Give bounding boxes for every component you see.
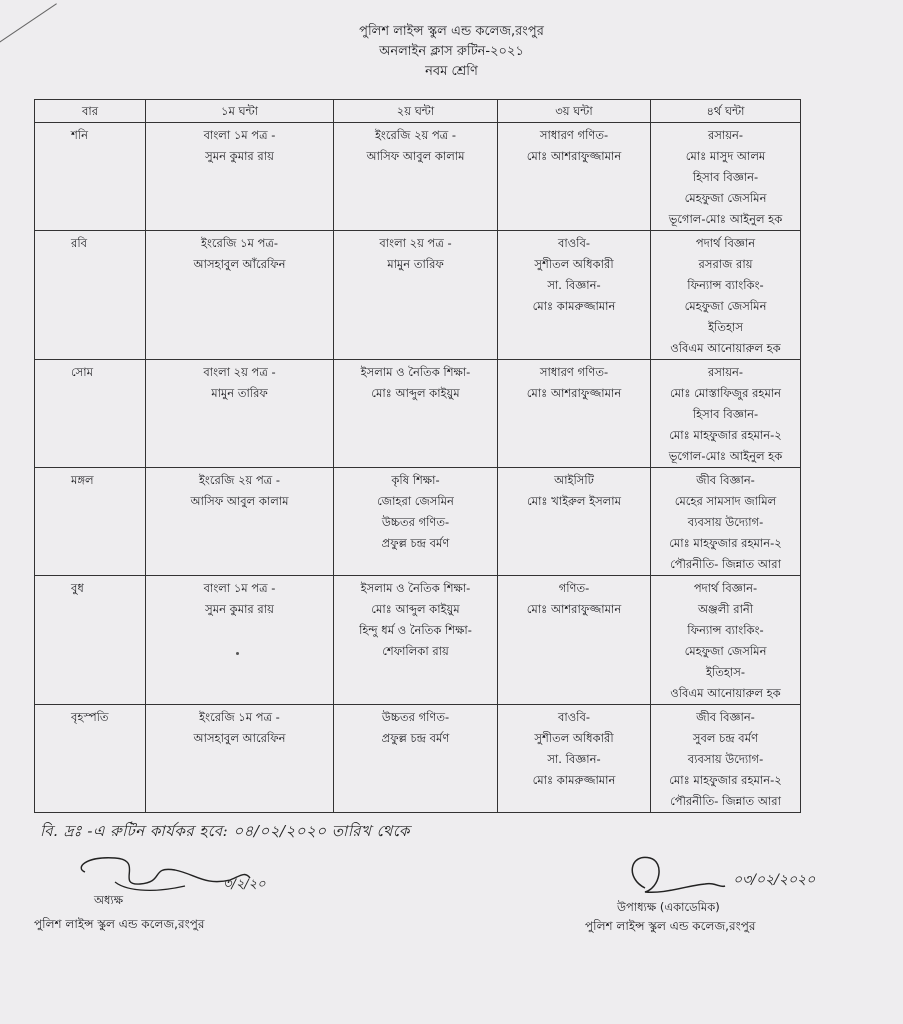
day-cell: বুধ bbox=[35, 576, 146, 705]
cell-line: ইসলাম ও নৈতিক শিক্ষা- bbox=[360, 365, 471, 379]
cell-line: ফিন্যান্স ব্যাংকিং- bbox=[687, 278, 764, 292]
ink-dot bbox=[236, 652, 239, 655]
table-row bbox=[35, 705, 801, 813]
cell-line: ব্যবসায় উদ্যোগ- bbox=[687, 752, 764, 766]
period-cell bbox=[651, 360, 801, 468]
vice-principal-role: উপাধ্যক্ষ (একাডেমিক) bbox=[617, 900, 720, 914]
column-header: ৩য় ঘন্টা bbox=[498, 100, 651, 123]
day-cell: রবি bbox=[35, 231, 146, 360]
cell-line: ইংরেজি ১ম পত্র - bbox=[199, 710, 280, 724]
table-row bbox=[35, 123, 801, 231]
period-cell bbox=[334, 231, 498, 360]
cell-line: কৃষি শিক্ষা- bbox=[391, 473, 440, 487]
table-row bbox=[35, 231, 801, 360]
period-cell bbox=[334, 123, 498, 231]
period-cell bbox=[498, 468, 651, 576]
cell-line: সুশীতল অধিকারী bbox=[534, 731, 614, 745]
column-header: ১ম ঘন্টা bbox=[146, 100, 334, 123]
cell-line: ওবিএম আনোয়ারুল হক bbox=[670, 686, 781, 700]
cell-line: হিন্দু ধর্ম ও নৈতিক শিক্ষা- bbox=[359, 623, 472, 637]
cell-line: সুশীতল অধিকারী bbox=[534, 257, 614, 271]
class-name: নবম শ্রেণি bbox=[425, 64, 478, 79]
principal-signature bbox=[55, 846, 295, 906]
cell-line: পৌরনীতি- জিন্নাত আরা bbox=[670, 557, 781, 571]
cell-line: সা. বিজ্ঞান- bbox=[547, 278, 601, 292]
cell-line: ইতিহাস bbox=[708, 320, 743, 334]
cell-line: মোঃ খাইরুল ইসলাম bbox=[527, 494, 621, 508]
cell-line: মোঃ আব্দুল কাইয়ুম bbox=[371, 386, 460, 400]
cell-line: ইংরেজি ১ম পত্র- bbox=[200, 236, 279, 250]
day-cell: মঙ্গল bbox=[35, 468, 146, 576]
principal-institution: পুলিশ লাইন্স স্কুল এন্ড কলেজ,রংপুর bbox=[34, 917, 205, 931]
cell-line: ফিন্যান্স ব্যাংকিং- bbox=[687, 623, 764, 637]
cell-line: সুমন কুমার রায় bbox=[205, 149, 274, 163]
cell-line: বাংলা ১ম পত্র - bbox=[203, 128, 276, 142]
cell-line: সা. বিজ্ঞান- bbox=[547, 752, 601, 766]
cell-line: সাধারণ গণিত- bbox=[539, 365, 609, 379]
period-cell bbox=[334, 576, 498, 705]
period-cell bbox=[334, 360, 498, 468]
cell-line: জোহরা জেসমিন bbox=[377, 494, 454, 508]
cell-line: পদার্থ বিজ্ঞান- bbox=[693, 581, 758, 595]
cell-line: ইতিহাস- bbox=[705, 665, 746, 679]
cell-line: আসিফ আবুল কালাম bbox=[366, 149, 465, 163]
routine-title: অনলাইন ক্লাস রুটিন-২০২১ bbox=[379, 44, 524, 59]
cell-line: মেহফুজা জেসমিন bbox=[684, 191, 767, 205]
cell-line: অঞ্জলী রানী bbox=[697, 602, 754, 616]
day-cell: শনি bbox=[35, 123, 146, 231]
cell-line: রসায়ন- bbox=[707, 128, 744, 142]
column-header: বার bbox=[35, 100, 146, 123]
cell-line: জীব বিজ্ঞান- bbox=[696, 473, 755, 487]
cell-line: আসহাবুল আঁরেফিন bbox=[193, 257, 286, 271]
cell-line: মোঃ কামরুজ্জামান bbox=[532, 773, 616, 787]
period-cell bbox=[651, 576, 801, 705]
cell-line: উচ্চতর গণিত- bbox=[381, 515, 450, 529]
cell-line: হিসাব বিজ্ঞান- bbox=[692, 170, 759, 184]
cell-line: ভূগোল-মোঃ আইনুল হক bbox=[668, 449, 783, 463]
period-cell bbox=[651, 468, 801, 576]
cell-line: জীব বিজ্ঞান- bbox=[696, 710, 755, 724]
period-cell bbox=[498, 705, 651, 813]
table-row bbox=[35, 468, 801, 576]
cell-line: মোঃ আব্দুল কাইয়ুম bbox=[371, 602, 460, 616]
cell-line: মোঃ মাসুদ আলম bbox=[685, 149, 766, 163]
cell-line: গণিত- bbox=[558, 581, 590, 595]
cell-line: বাওবি- bbox=[557, 236, 591, 250]
period-cell bbox=[146, 123, 334, 231]
cell-line: মোঃ মাহফুজার রহমান-২ bbox=[669, 536, 782, 550]
table-row bbox=[35, 360, 801, 468]
cell-line: বাংলা ২য় পত্র - bbox=[379, 236, 452, 250]
cell-line: ওবিএম আনোয়ারুল হক bbox=[670, 341, 781, 355]
period-cell bbox=[334, 705, 498, 813]
period-cell bbox=[498, 576, 651, 705]
cell-line: মেহের সামসাদ জামিল bbox=[674, 494, 777, 508]
cell-line: মোঃ আশরাফুজ্জামান bbox=[526, 386, 622, 400]
cell-line: মোঃ কামরুজ্জামান bbox=[532, 299, 616, 313]
cell-line: হিসাব বিজ্ঞান- bbox=[692, 407, 759, 421]
cell-line: আইসিটি bbox=[554, 473, 594, 487]
cell-line: পৌরনীতি- জিন্নাত আরা bbox=[670, 794, 781, 808]
cell-line: মোঃ মাহফুজার রহমান-২ bbox=[669, 773, 782, 787]
cell-line: পদার্থ বিজ্ঞান bbox=[695, 236, 756, 250]
cell-line: সাধারণ গণিত- bbox=[539, 128, 609, 142]
period-cell bbox=[498, 123, 651, 231]
period-cell bbox=[146, 468, 334, 576]
principal-signature-date: ৩/২/২০ bbox=[223, 877, 266, 892]
period-cell bbox=[146, 231, 334, 360]
period-cell bbox=[651, 231, 801, 360]
cell-line: মোঃ মোস্তাফিজুর রহমান bbox=[669, 386, 782, 400]
period-cell bbox=[334, 468, 498, 576]
vice-principal-institution: পুলিশ লাইন্স স্কুল এন্ড কলেজ,রংপুর bbox=[585, 919, 756, 933]
cell-line: রসায়ন- bbox=[707, 365, 744, 379]
table-header-row bbox=[35, 100, 801, 123]
cell-line: মামুন তারিফ bbox=[387, 257, 444, 271]
routine-table bbox=[34, 99, 801, 813]
cell-line: মোঃ মাহফুজার রহমান-২ bbox=[669, 428, 782, 442]
vice-principal-signature-date: ০৩/০২/২০২০ bbox=[733, 872, 816, 888]
table-row bbox=[35, 576, 801, 705]
institution-name: পুলিশ লাইন্স স্কুল এন্ড কলেজ,রংপুর bbox=[359, 24, 544, 39]
period-cell bbox=[651, 705, 801, 813]
cell-line: বাওবি- bbox=[557, 710, 591, 724]
handwritten-note: বি. দ্রঃ -এ রুটিন কার্যকর হবে: ০৪/০২/২০২০ তারিখ থেকে bbox=[40, 822, 410, 840]
cell-line: সুমন কুমার রায় bbox=[205, 602, 274, 616]
period-cell bbox=[146, 576, 334, 705]
principal-role: অধ্যক্ষ bbox=[94, 893, 124, 907]
cell-line: আসিফ আবুল কালাম bbox=[190, 494, 289, 508]
cell-line: মোঃ আশরাফুজ্জামান bbox=[526, 602, 622, 616]
period-cell bbox=[146, 705, 334, 813]
cell-line: প্রফুল্ল চন্দ্র বর্মণ bbox=[381, 731, 450, 745]
period-cell bbox=[146, 360, 334, 468]
period-cell bbox=[498, 360, 651, 468]
cell-line: ভূগোল-মোঃ আইনুল হক bbox=[668, 212, 783, 226]
cell-line: বাংলা ১ম পত্র - bbox=[203, 581, 276, 595]
cell-line: প্রফুল্ল চন্দ্র বর্মণ bbox=[381, 536, 450, 550]
cell-line: সুবল চন্দ্র বর্মণ bbox=[692, 731, 759, 745]
cell-line: ইংরেজি ২য় পত্র - bbox=[198, 473, 281, 487]
cell-line: শেফালিকা রায় bbox=[382, 644, 449, 658]
cell-line: ব্যবসায় উদ্যোগ- bbox=[687, 515, 764, 529]
cell-line: মেহফুজা জেসমিন bbox=[684, 644, 767, 658]
cell-line: ইসলাম ও নৈতিক শিক্ষা- bbox=[360, 581, 471, 595]
period-cell bbox=[651, 123, 801, 231]
routine-body bbox=[35, 123, 801, 813]
cell-line: মামুন তারিফ bbox=[211, 386, 268, 400]
cell-line: ইংরেজি ২য় পত্র - bbox=[374, 128, 457, 142]
day-cell: সোম bbox=[35, 360, 146, 468]
period-cell bbox=[498, 231, 651, 360]
column-header: ৪র্থ ঘন্টা bbox=[651, 100, 801, 123]
cell-line: আসহাবুল আরেফিন bbox=[193, 731, 286, 745]
cell-line: উচ্চতর গণিত- bbox=[381, 710, 450, 724]
cell-line: রসরাজ রায় bbox=[698, 257, 753, 271]
cell-line: মেহফুজা জেসমিন bbox=[684, 299, 767, 313]
column-header: ২য় ঘন্টা bbox=[334, 100, 498, 123]
cell-line: মোঃ আশরাফুজ্জামান bbox=[526, 149, 622, 163]
cell-line: বাংলা ২য় পত্র - bbox=[203, 365, 276, 379]
day-cell: বৃহস্পতি bbox=[35, 705, 146, 813]
